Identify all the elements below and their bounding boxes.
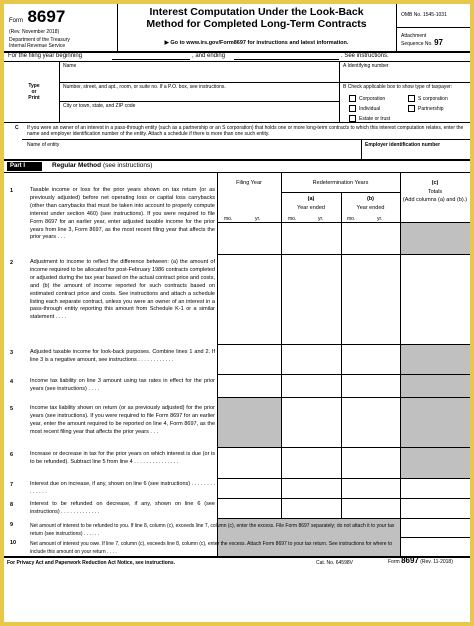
checkbox-icon[interactable] [349,95,356,102]
line-1-text: Taxable income or loss for the prior years shown on tax return (or as previously adjusted) before net operating loss or capital loss carrybacks (other than carrybacks that must be taken into account to properly compute interest under section 460) (see instructions). If you were required to file Form 8697 for an earlier year, enter adjusted taxable income for the prior years from line 3, Form 8697, as the most recent filing year that affects the prior years . . . [30,187,215,241]
line-4-text: Income tax liability on line 3 amount using tax rates in effect for the prior years (see instructions) . . . . [30,378,215,392]
type-or-print: Type or Print [28,83,40,101]
checkbox-individual[interactable]: Individual [349,105,380,112]
line-8-text: Interest to be refunded on decrease, if any, shown on line 6 (see instructions) . . . . . . . . . . . . . [30,501,215,515]
line-1-number: 1 [10,188,14,194]
line-10-total-field[interactable] [401,538,470,556]
name-label: Name [63,63,77,69]
line-9-total-field[interactable] [401,519,470,537]
line-5-text: Income tax liability shown on return (or as previously adjusted) for the prior years (see instructions). If you were required to file Form 8697 for an earlier year, enter the amount required to be reported on line 4, Form 8697, as the most recent filing year that affects the prior years . . . [30,405,215,435]
entity-ein-label: Employer identification number [365,142,441,148]
line-8-number: 8 [10,502,14,508]
line-3-number: 3 [10,350,14,356]
part-i-badge: Part I [7,162,42,171]
col-b-mo: mo. [347,216,356,222]
col-b-yr: yr. [377,216,383,222]
irs-label: Internal Revenue Service [9,43,66,49]
name-field[interactable] [61,69,337,81]
line-7-number: 7 [10,482,14,488]
section-c-text: If you were an owner of an interest in a pass-through entity (such as a partnership or an S corporation) that holds one or more long-term contracts to which this interest computation relates, enter the name and employer identification number of the entity. Attach a schedule if there is more than one such entity. [27,125,464,137]
checkbox-partnership[interactable]: Partnership [408,105,444,112]
shaded-cell [401,223,470,254]
checkbox-icon[interactable] [349,105,356,112]
shaded-cell [401,375,470,397]
sequence-block: Sequence No. 97 [401,38,443,47]
line-3-text: Adjusted taxable income for look-back purposes. Combine lines 1 and 2. If line 3 is a negative amount, see instructions . . . . . . . . . . . . [30,349,215,363]
col-filing-year: Filing Year [236,180,262,186]
see-instructions-label: . See instructions. [341,53,389,59]
col-c-letter: (c) [431,180,439,186]
address-label: Number, street, and apt., room, or suite no. If a P.O. box, see instructions. [63,84,226,90]
city-label: City or town, state, and ZIP code [63,103,136,109]
col-a-mo: mo. [288,216,297,222]
tax-year-beginning-label: For the filing year beginning [8,53,83,59]
omb-number: OMB No. 1545-1031 [401,12,447,18]
line-9-text: Net amount of interest to be refunded to you. If line 8, column (c), exceeds line 7, column (c), enter the excess. File Form 8697 separately; do not attach it to your tax return (see instructions) . . . . . . [30,523,395,537]
col-c-label: Totals [427,189,443,195]
city-field[interactable] [61,109,337,120]
col-b-letter: (b) [366,196,375,202]
shaded-cell [401,448,470,478]
line-4-number: 4 [10,379,14,385]
col-b-label: Year ended [356,205,385,211]
shaded-cell [218,398,281,447]
form-sheet [4,4,470,622]
attachment-label: Attachment [401,33,427,39]
checkbox-corporation[interactable]: Corporation [349,95,385,102]
line-10-number: 10 [10,540,17,546]
line-1-col-a-field[interactable] [282,223,341,254]
department: Department of the Treasury [9,37,70,43]
filing-mo: mo. [224,216,233,222]
catalog-number: Cat. No. 64598V [316,560,353,566]
line-6-number: 6 [10,452,14,458]
line-9-number: 9 [10,522,14,528]
entity-name-field[interactable] [27,149,357,157]
entity-name-label: Name of entity [27,142,60,148]
col-redetermination-years: Redetermination Years [312,180,369,186]
line-10-text: Net amount of interest you owe. If line 7, column (c), exceeds line 8, column (c), enter the excess. Attach Form 8697 to your tax return. See instructions for where to include this amount on your return . . . . [30,541,393,555]
line-5-number: 5 [10,406,14,412]
form-number-block [9,7,65,27]
line-7-text: Interest due on increase, if any, shown on line 6 (see instructions) . . . . . . . . . . . . . . [30,481,215,495]
entity-ein-field[interactable] [363,149,468,157]
part-i-title: Regular Method (see instructions) [52,162,153,169]
col-a-label: Year ended [297,205,325,211]
footer-form-id: Form 8697 (Rev. 11-2018) [388,556,453,565]
tax-year-beginning-field[interactable] [112,59,190,60]
identifying-number-field[interactable] [341,69,468,81]
line-2-number: 2 [10,260,14,266]
col-c-note: (Add columns (a) and (b).) [402,197,468,203]
privacy-notice: For Privacy Act and Paperwork Reduction Act Notice, see instructions. [7,560,176,566]
filing-yr: yr. [255,216,261,222]
identifying-number-label: A Identifying number [343,63,389,69]
shaded-cell [401,345,470,374]
and-ending-label: , and ending [192,53,226,59]
instructions-link[interactable]: ▶ Go to www.irs.gov/Form8697 for instructions and latest information. [164,40,349,46]
tax-year-ending-field[interactable] [234,59,339,60]
line-2-text: Adjustment to income to reflect the difference between: (a) the amount of income required to be allocated for post-February 1986 contracts completed or adjusted during the tax year based on the actual contract price and costs, and (b) the amount of income reported for such contracts based on estimated contract price and costs. See instructions and attach a schedule listing each separate contract, unless you were an owner of an interest in a pass-through entity reporting this amount from Schedule K-1 or a similar statement . . . . [30,259,215,321]
line-1-col-b-field[interactable] [342,223,400,254]
shaded-cell [401,398,470,447]
section-c-letter: C [15,125,19,131]
form-number: 8697 [27,7,66,26]
checkbox-icon[interactable] [349,115,356,122]
revision-date: (Rev. November 2018) [9,29,60,35]
address-field[interactable] [61,90,337,100]
taxpayer-type-heading: B Check applicable box to show type of taxpayer: [343,84,453,90]
col-a-letter: (a) [307,196,315,202]
line-1-filing-year-field[interactable] [218,223,281,254]
form-label: Form [9,18,23,24]
checkbox-icon[interactable] [408,105,415,112]
checkbox-s-corporation[interactable]: S corporation [408,95,448,102]
line-6-text: Increase or decrease in tax for the prior years on which interest is due (or is to be refunded). Subtract line 5 from line 4 . . . . . . . . . . . . . . . [30,451,215,465]
col-a-yr: yr. [318,216,324,222]
checkbox-estate-or-trust[interactable]: Estate or trust [349,115,390,122]
form-title: Interest Computation Under the Look-Back Method for Completed Long-Term Contracts [146,6,367,30]
checkbox-icon[interactable] [408,95,415,102]
